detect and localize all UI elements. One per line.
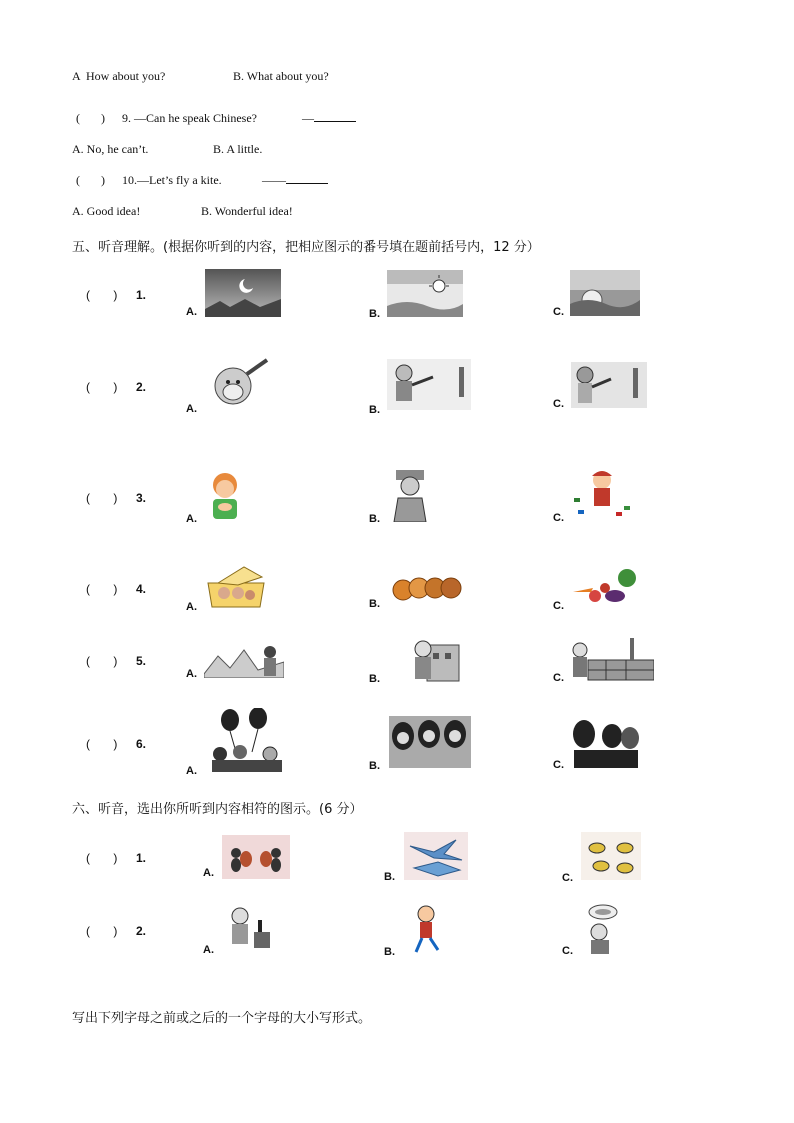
s6-q1-paren: ( ) <box>86 851 118 865</box>
night-moon-scene-icon[interactable] <box>205 269 281 317</box>
girl-mountains-icon[interactable] <box>204 642 284 678</box>
boy-hungry-icon[interactable] <box>222 904 274 954</box>
cookies-icon[interactable] <box>391 570 463 606</box>
old-man-icon[interactable] <box>388 468 432 522</box>
letters-instruction: 写出下列字母之前或之后的一个字母的大小写形式。 <box>72 1011 372 1026</box>
sunrise-scene-icon[interactable] <box>570 270 640 316</box>
girl-pointing-icon[interactable] <box>571 362 647 408</box>
option-label-c: C. <box>562 945 573 957</box>
option-label-c: C. <box>553 600 564 612</box>
option-label-b: B. <box>369 404 380 416</box>
option-label-a: A. <box>203 867 214 879</box>
s5-q3-paren: ( ) <box>86 491 118 505</box>
boy-pointing-icon[interactable] <box>387 359 471 410</box>
boy-running-icon[interactable] <box>406 904 448 954</box>
option-label-c: C. <box>553 398 564 410</box>
women-group-icon[interactable] <box>389 716 471 768</box>
s5-q4-number: 4. <box>136 582 147 596</box>
s5-q6-number: 6. <box>136 737 147 751</box>
sunset-scene-icon[interactable] <box>387 270 463 317</box>
birds-icon[interactable] <box>404 832 468 880</box>
s5-q1-paren: ( ) <box>86 288 118 302</box>
q9-option-b: B. A little. <box>213 142 263 156</box>
q8-option-a: A How about you? <box>72 69 166 83</box>
option-label-a: A. <box>186 601 197 613</box>
option-label-a: A. <box>186 403 197 415</box>
option-label-a: A. <box>186 765 197 777</box>
q10-text: 10.—Let’s fly a kite. <box>122 173 222 187</box>
s5-q2-paren: ( ) <box>86 380 118 394</box>
q9-answer-blank: — <box>302 111 356 126</box>
s5-q5-paren: ( ) <box>86 654 118 668</box>
q9-paren: ( ) <box>76 111 105 125</box>
lunch-box-icon[interactable] <box>204 563 268 609</box>
option-label-a: A. <box>186 513 197 525</box>
kids-balloons-icon[interactable] <box>206 708 290 774</box>
bees-icon[interactable] <box>581 832 641 880</box>
s5-q4-paren: ( ) <box>86 582 118 596</box>
option-label-a: A. <box>186 668 197 680</box>
s5-q2-number: 2. <box>136 380 147 394</box>
option-label-c: C. <box>553 672 564 684</box>
q9-option-a: A. No, he can’t. <box>72 142 149 156</box>
option-label-b: B. <box>369 598 380 610</box>
q10-answer-blank: —— <box>262 173 328 188</box>
boy-thinking-food-icon[interactable] <box>579 902 623 954</box>
q10-paren: ( ) <box>76 173 105 187</box>
s5-q3-number: 3. <box>136 491 147 505</box>
option-label-b: B. <box>384 946 395 958</box>
q10-option-a: A. Good idea! <box>72 204 141 218</box>
option-label-c: C. <box>553 306 564 318</box>
boy-playing-toys-icon[interactable] <box>568 466 634 522</box>
s6-q2-number: 2. <box>136 924 147 938</box>
boy-wall-icon[interactable] <box>570 636 654 682</box>
option-label-b: B. <box>369 760 380 772</box>
option-label-b: B. <box>384 871 395 883</box>
option-label-b: B. <box>369 308 380 320</box>
section5-heading: 五、听音理解。(根据你听到的内容，把相应图示的番号填在题前括号内，12 分） <box>72 240 540 255</box>
s6-q2-paren: ( ) <box>86 924 118 938</box>
q9-text: 9. —Can he speak Chinese? <box>122 111 257 125</box>
option-label-a: A. <box>203 944 214 956</box>
section6-heading: 六、听音，选出你所听到内容相符的图示。(6 分） <box>72 802 363 817</box>
ants-icon[interactable] <box>222 835 290 879</box>
s5-q6-paren: ( ) <box>86 737 118 751</box>
girl-eating-icon[interactable] <box>203 469 247 524</box>
option-label-b: B. <box>369 673 380 685</box>
vegetables-icon[interactable] <box>571 566 639 608</box>
option-label-a: A. <box>186 306 197 318</box>
s6-q1-number: 1. <box>136 851 147 865</box>
q8-option-b: B. What about you? <box>233 69 329 83</box>
q10-option-b: B. Wonderful idea! <box>201 204 293 218</box>
option-label-c: C. <box>553 759 564 771</box>
option-label-c: C. <box>562 872 573 884</box>
monkey-pointing-icon[interactable] <box>207 356 273 414</box>
s5-q1-number: 1. <box>136 288 147 302</box>
option-label-c: C. <box>553 512 564 524</box>
family-group-icon[interactable] <box>570 716 642 768</box>
option-label-b: B. <box>369 513 380 525</box>
s5-q5-number: 5. <box>136 654 147 668</box>
boy-building-icon[interactable] <box>389 637 461 683</box>
